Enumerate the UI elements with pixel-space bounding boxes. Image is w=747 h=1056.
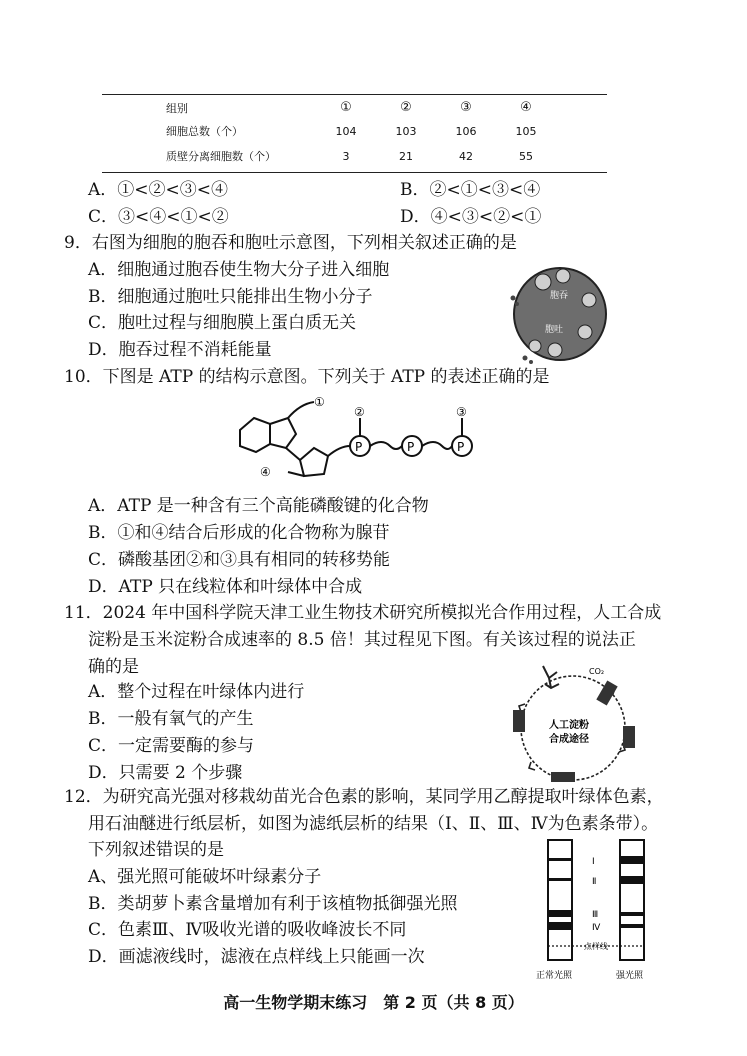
q12-option-c: C．色素Ⅲ、Ⅳ吸收光谱的吸收峰波长不同 (88, 920, 407, 940)
q12-option-b: B．类胡萝卜素含量增加有利于该植物抵御强光照 (88, 894, 458, 914)
origin-label: 点样线 (584, 942, 608, 951)
q11-option-b: B．一般有氧气的产生 (88, 709, 254, 729)
table-cell: 3 (342, 150, 350, 163)
vesicle (529, 340, 541, 352)
q12-stem-line1: 12．为研究高光强对移栽幼苗光合色素的影响，某同学用乙醇提取叶绿体色素， (64, 787, 664, 807)
band-3-strong (621, 912, 643, 916)
vesicle (578, 325, 592, 339)
table-header-label: 组别 (166, 102, 188, 115)
q10-option-d: D．ATP 只在线粒体和叶绿体中合成 (88, 577, 363, 597)
table-header-col3: ③ (460, 100, 472, 115)
caption-strong-light: 强光照 (616, 971, 644, 981)
table-cell: 105 (515, 125, 537, 138)
vesicle (535, 274, 551, 290)
caption-normal-light: 正常光照 (536, 971, 573, 981)
q10-option-b: B．①和④结合后形成的化合物称为腺苷 (88, 523, 390, 543)
band-4-normal (549, 922, 571, 930)
cycle-arrow (529, 762, 535, 770)
phosphate-p-label: P (457, 440, 465, 454)
band-4-strong (621, 924, 643, 928)
band-1-strong (621, 856, 643, 864)
table-cell: 21 (399, 150, 413, 163)
exocytosis-label: 胞吐 (545, 325, 564, 335)
particle (515, 302, 519, 306)
label-4: ④ (260, 465, 271, 479)
q11-stem-line3: 确的是 (88, 657, 139, 677)
q8-option-d: D．④<③<②<① (400, 207, 542, 227)
page-footer: 高一生物学期末练习 第 2 页（共 8 页） (223, 993, 524, 1012)
atp-structure-figure (230, 394, 490, 490)
q9-option-d: D．胞吞过程不消耗能量 (88, 340, 272, 360)
q8-option-a: A．①<②<③<④ (88, 180, 229, 200)
q10-option-a: A．ATP 是一种含有三个高能磷酸键的化合物 (88, 496, 429, 516)
particle (523, 356, 528, 361)
table-bottom-rule (102, 172, 607, 173)
band-label-2: Ⅱ (592, 877, 597, 887)
table-header-col2: ② (400, 100, 412, 115)
q11-option-c: C．一定需要酶的参与 (88, 736, 255, 756)
band-label-1: Ⅰ (592, 857, 595, 867)
co2-label: CO₂ (589, 667, 605, 676)
adenine-pentagon (270, 418, 296, 448)
q8-option-b: B．②<①<③<④ (400, 180, 541, 200)
table-cell: 104 (335, 125, 357, 138)
band-label-4: Ⅳ (592, 923, 601, 933)
ribose-pentagon (300, 448, 328, 476)
q10-stem: 10．下图是 ATP 的结构示意图。下列关于 ATP 的表述正确的是 (64, 367, 550, 387)
table-cell: 55 (519, 150, 533, 163)
starch-branch-icon (543, 666, 559, 688)
adenine-hexagon (240, 418, 270, 452)
q12-stem-line2: 用石油醚进行纸层析，如图为滤纸层析的结果（Ⅰ、Ⅱ、Ⅲ、Ⅳ为色素条带）。 (88, 814, 659, 834)
q11-stem-line2: 淀粉是玉米淀粉合成速率的 8.5 倍！其过程见下图。有关该过程的说法正 (88, 630, 636, 650)
table-row-label: 质壁分离细胞数（个） (166, 150, 276, 163)
particle (529, 360, 533, 364)
table-header-col1: ① (340, 100, 352, 115)
phosphate-p-label: P (355, 440, 363, 454)
table-top-rule (102, 94, 607, 95)
band-2-strong (621, 876, 643, 884)
chromatography-figure (530, 838, 670, 984)
vesicle (548, 343, 562, 357)
q8-option-c: C．③<④<①<② (88, 207, 229, 227)
pathway-center-label-2: 合成途径 (549, 734, 589, 745)
q11-option-d: D．只需要 2 个步骤 (88, 763, 243, 783)
q9-option-c: C．胞吐过程与细胞膜上蛋白质无关 (88, 313, 357, 333)
table-row-label: 细胞总数（个） (166, 125, 243, 138)
q9-stem: 9．右图为细胞的胞吞和胞吐示意图，下列相关叙述正确的是 (64, 233, 517, 253)
label-3: ③ (456, 405, 467, 419)
q12-option-d: D．画滤液线时，滤液在点样线上只能画一次 (88, 947, 425, 967)
q9-option-a: A．细胞通过胞吞使生物大分子进入细胞 (88, 260, 390, 280)
vesicle (556, 269, 570, 283)
endocytosis-exocytosis-figure (505, 262, 613, 366)
q12-stem-line3: 下列叙述错误的是 (88, 840, 224, 860)
particle (511, 296, 516, 301)
q10-option-c: C．磷酸基团②和③具有相同的转移势能 (88, 550, 391, 570)
q12-option-a: A、强光照可能破坏叶绿素分子 (88, 867, 322, 887)
label-1: ① (314, 395, 325, 409)
q11-option-a: A．整个过程在叶绿体内进行 (88, 682, 305, 702)
q11-stem-line1: 11．2024 年中国科学院天津工业生物技术研究所模拟光合作用过程，人工合成 (64, 603, 662, 623)
pathway-center-label-1: 人工淀粉 (549, 720, 589, 731)
table-cell: 106 (455, 125, 477, 138)
phosphate-p-label: P (407, 440, 415, 454)
artificial-starch-pathway-figure (505, 656, 645, 788)
band-3-normal (549, 910, 571, 917)
vesicle (582, 293, 596, 307)
table-cell: 103 (395, 125, 417, 138)
table-header-col4: ④ (520, 100, 532, 115)
label-2: ② (354, 405, 365, 419)
q9-option-b: B．细胞通过胞吐只能排出生物小分子 (88, 287, 373, 307)
band-2-normal (549, 878, 571, 881)
band-label-3: Ⅲ (592, 910, 599, 920)
endocytosis-label: 胞吞 (550, 291, 569, 301)
table-cell: 42 (459, 150, 473, 163)
band-1-normal (549, 858, 571, 861)
